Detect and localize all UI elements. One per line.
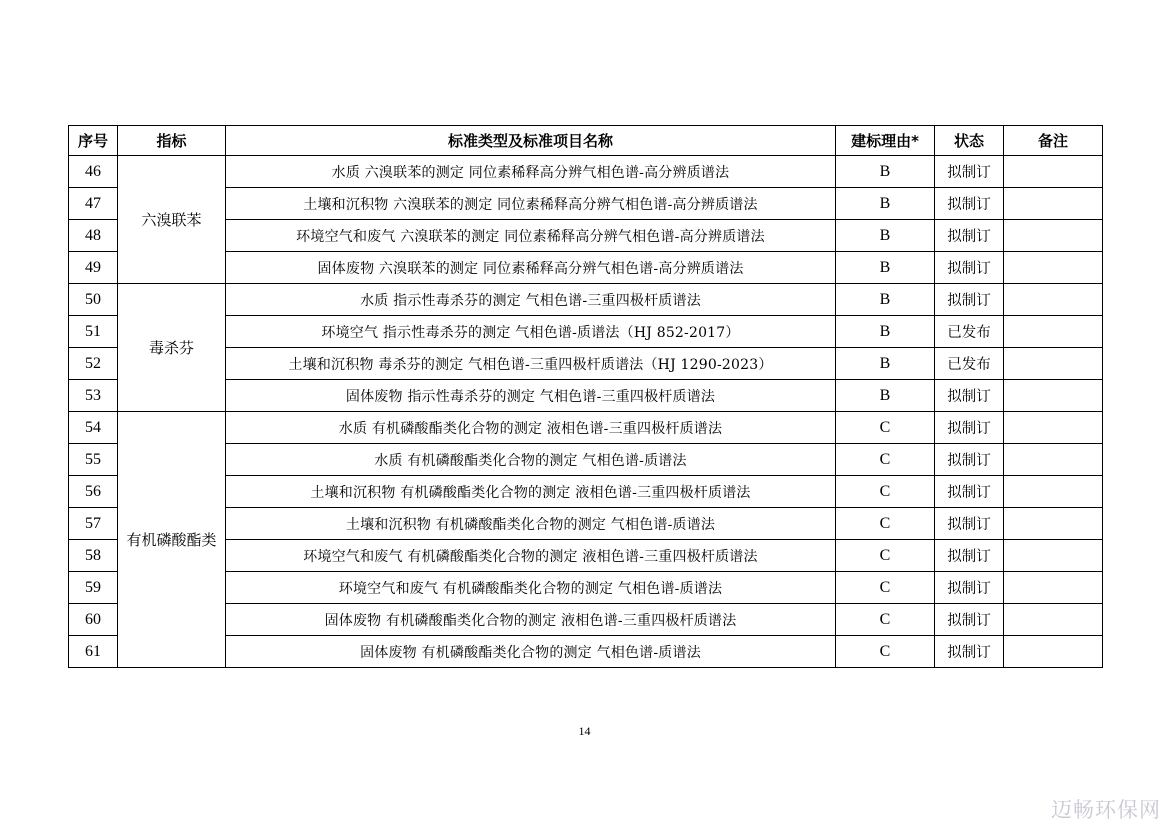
standard-name-cell: 土壤和沉积物 毒杀芬的测定 气相色谱-三重四极杆质谱法（HJ 1290-2023）	[226, 348, 836, 380]
standard-name-cell: 固体废物 六溴联苯的测定 同位素稀释高分辨气相色谱-高分辨质谱法	[226, 252, 836, 284]
reason-cell: B	[836, 348, 935, 380]
seq-cell: 61	[69, 636, 118, 668]
header-standard-name: 标准类型及标准项目名称	[226, 126, 836, 156]
status-cell: 拟制订	[935, 380, 1004, 412]
seq-cell: 49	[69, 252, 118, 284]
reason-cell: B	[836, 188, 935, 220]
seq-cell: 51	[69, 316, 118, 348]
seq-cell: 53	[69, 380, 118, 412]
reason-cell: C	[836, 636, 935, 668]
status-cell: 拟制订	[935, 188, 1004, 220]
standard-name-cell: 环境空气 指示性毒杀芬的测定 气相色谱-质谱法（HJ 852-2017）	[226, 316, 836, 348]
header-indicator: 指标	[118, 126, 226, 156]
remarks-cell	[1004, 604, 1103, 636]
standard-name-cell: 土壤和沉积物 六溴联苯的测定 同位素稀释高分辨气相色谱-高分辨质谱法	[226, 188, 836, 220]
standard-name-cell: 环境空气和废气 有机磷酸酯类化合物的测定 液相色谱-三重四极杆质谱法	[226, 540, 836, 572]
site-watermark: 迈畅环保网	[1051, 798, 1161, 822]
standard-name-cell: 固体废物 指示性毒杀芬的测定 气相色谱-三重四极杆质谱法	[226, 380, 836, 412]
status-cell: 拟制订	[935, 220, 1004, 252]
seq-cell: 56	[69, 476, 118, 508]
reason-cell: C	[836, 444, 935, 476]
remarks-cell	[1004, 220, 1103, 252]
status-cell: 已发布	[935, 348, 1004, 380]
table-header-row	[69, 126, 1103, 156]
reason-cell: B	[836, 156, 935, 188]
seq-cell: 60	[69, 604, 118, 636]
seq-cell: 46	[69, 156, 118, 188]
indicator-cell: 有机磷酸酯类	[118, 412, 226, 668]
remarks-cell	[1004, 636, 1103, 668]
seq-cell: 54	[69, 412, 118, 444]
standard-name-cell: 水质 有机磷酸酯类化合物的测定 液相色谱-三重四极杆质谱法	[226, 412, 836, 444]
seq-cell: 59	[69, 572, 118, 604]
table-row	[69, 284, 1103, 316]
status-cell: 拟制订	[935, 476, 1004, 508]
status-cell: 拟制订	[935, 604, 1004, 636]
status-cell: 拟制订	[935, 572, 1004, 604]
reason-cell: B	[836, 220, 935, 252]
standard-name-cell: 土壤和沉积物 有机磷酸酯类化合物的测定 气相色谱-质谱法	[226, 508, 836, 540]
standard-name-cell: 环境空气和废气 有机磷酸酯类化合物的测定 气相色谱-质谱法	[226, 572, 836, 604]
seq-cell: 48	[69, 220, 118, 252]
header-seq: 序号	[69, 126, 118, 156]
reason-cell: C	[836, 412, 935, 444]
reason-cell: B	[836, 380, 935, 412]
remarks-cell	[1004, 252, 1103, 284]
header-remarks: 备注	[1004, 126, 1103, 156]
seq-cell: 52	[69, 348, 118, 380]
remarks-cell	[1004, 508, 1103, 540]
reason-cell: C	[836, 476, 935, 508]
remarks-cell	[1004, 572, 1103, 604]
standards-table	[68, 125, 1103, 668]
remarks-cell	[1004, 156, 1103, 188]
remarks-cell	[1004, 444, 1103, 476]
reason-cell: C	[836, 572, 935, 604]
standard-name-cell: 水质 六溴联苯的测定 同位素稀释高分辨气相色谱-高分辨质谱法	[226, 156, 836, 188]
standard-name-cell: 水质 指示性毒杀芬的测定 气相色谱-三重四极杆质谱法	[226, 284, 836, 316]
seq-cell: 57	[69, 508, 118, 540]
reason-cell: C	[836, 604, 935, 636]
remarks-cell	[1004, 188, 1103, 220]
status-cell: 拟制订	[935, 444, 1004, 476]
reason-cell: B	[836, 252, 935, 284]
reason-cell: C	[836, 508, 935, 540]
standard-name-cell: 环境空气和废气 六溴联苯的测定 同位素稀释高分辨气相色谱-高分辨质谱法	[226, 220, 836, 252]
seq-cell: 58	[69, 540, 118, 572]
indicator-cell: 毒杀芬	[118, 284, 226, 412]
reason-cell: C	[836, 540, 935, 572]
reason-cell: B	[836, 284, 935, 316]
seq-cell: 50	[69, 284, 118, 316]
status-cell: 拟制订	[935, 156, 1004, 188]
remarks-cell	[1004, 284, 1103, 316]
remarks-cell	[1004, 476, 1103, 508]
remarks-cell	[1004, 348, 1103, 380]
table-row	[69, 412, 1103, 444]
remarks-cell	[1004, 540, 1103, 572]
remarks-cell	[1004, 316, 1103, 348]
standard-name-cell: 固体废物 有机磷酸酯类化合物的测定 液相色谱-三重四极杆质谱法	[226, 604, 836, 636]
status-cell: 拟制订	[935, 540, 1004, 572]
status-cell: 已发布	[935, 316, 1004, 348]
header-status: 状态	[935, 126, 1004, 156]
seq-cell: 47	[69, 188, 118, 220]
remarks-cell	[1004, 412, 1103, 444]
page-number: 14	[578, 724, 591, 738]
reason-cell: B	[836, 316, 935, 348]
status-cell: 拟制订	[935, 284, 1004, 316]
status-cell: 拟制订	[935, 636, 1004, 668]
remarks-cell	[1004, 380, 1103, 412]
table-row	[69, 156, 1103, 188]
status-cell: 拟制订	[935, 252, 1004, 284]
status-cell: 拟制订	[935, 508, 1004, 540]
status-cell: 拟制订	[935, 412, 1004, 444]
standard-name-cell: 水质 有机磷酸酯类化合物的测定 气相色谱-质谱法	[226, 444, 836, 476]
standard-name-cell: 土壤和沉积物 有机磷酸酯类化合物的测定 液相色谱-三重四极杆质谱法	[226, 476, 836, 508]
standard-name-cell: 固体废物 有机磷酸酯类化合物的测定 气相色谱-质谱法	[226, 636, 836, 668]
header-reason: 建标理由*	[836, 126, 935, 156]
seq-cell: 55	[69, 444, 118, 476]
indicator-cell: 六溴联苯	[118, 156, 226, 284]
